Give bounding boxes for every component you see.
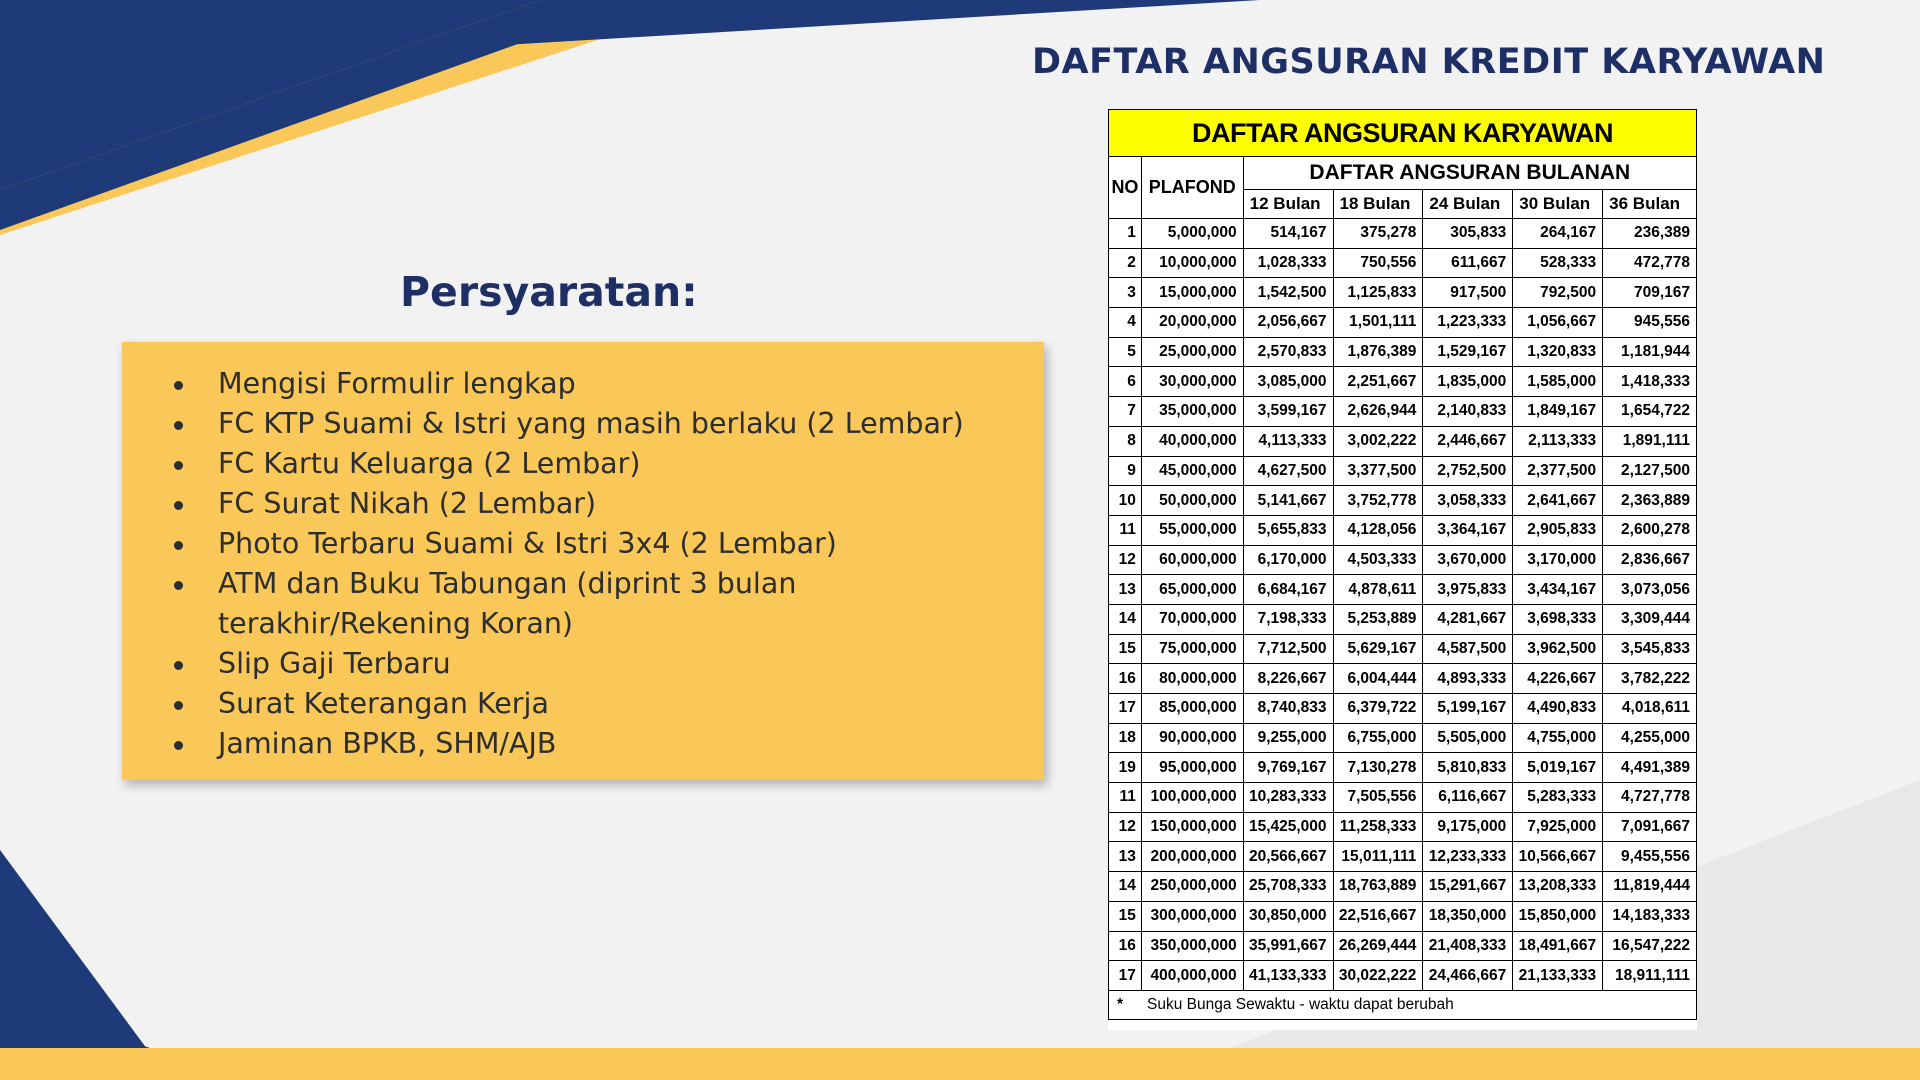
row-number-cell: 15	[1109, 634, 1142, 664]
installment-cell: 750,556	[1333, 248, 1423, 278]
installment-cell: 1,585,000	[1513, 367, 1603, 397]
installment-cell: 4,893,333	[1423, 664, 1513, 694]
note-marker: *	[1117, 995, 1124, 1013]
plafond-cell: 300,000,000	[1141, 901, 1243, 931]
requirement-item: Jaminan BPKB, SHM/AJB	[196, 724, 1044, 764]
installment-cell: 22,516,667	[1333, 901, 1423, 931]
requirement-item: FC Kartu Keluarga (2 Lembar)	[196, 444, 1044, 484]
table-row	[1109, 545, 1697, 575]
installment-cell: 7,130,278	[1333, 753, 1423, 783]
installment-cell: 18,911,111	[1603, 961, 1697, 991]
installment-cell: 3,962,500	[1513, 634, 1603, 664]
installment-cell: 16,547,222	[1603, 931, 1697, 961]
installment-cell: 10,283,333	[1243, 783, 1333, 813]
requirement-item: FC Surat Nikah (2 Lembar)	[196, 484, 1044, 524]
installment-cell: 3,377,500	[1333, 456, 1423, 486]
installment-cell: 472,778	[1603, 248, 1697, 278]
installment-cell: 1,418,333	[1603, 367, 1697, 397]
installment-cell: 3,364,167	[1423, 515, 1513, 545]
plafond-cell: 90,000,000	[1141, 723, 1243, 753]
installment-cell: 3,073,056	[1603, 575, 1697, 605]
installment-cell: 7,925,000	[1513, 812, 1603, 842]
installment-cell: 4,128,056	[1333, 515, 1423, 545]
installment-cell: 15,850,000	[1513, 901, 1603, 931]
header-no: NO	[1109, 157, 1142, 219]
plafond-cell: 25,000,000	[1141, 337, 1243, 367]
installment-cell: 5,283,333	[1513, 783, 1603, 813]
header-12-bulan: 12 Bulan	[1243, 190, 1333, 219]
row-number-cell: 11	[1109, 515, 1142, 545]
row-number-cell: 17	[1109, 694, 1142, 724]
row-number-cell: 13	[1109, 575, 1142, 605]
plafond-cell: 20,000,000	[1141, 308, 1243, 338]
installment-cell: 305,833	[1423, 219, 1513, 249]
installment-cell: 14,183,333	[1603, 901, 1697, 931]
table-row	[1109, 961, 1697, 991]
installment-cell: 11,258,333	[1333, 812, 1423, 842]
installment-cell: 12,233,333	[1423, 842, 1513, 872]
requirement-item: Surat Keterangan Kerja	[196, 684, 1044, 724]
installment-cell: 3,085,000	[1243, 367, 1333, 397]
installment-cell: 4,255,000	[1603, 723, 1697, 753]
installment-cell: 6,116,667	[1423, 783, 1513, 813]
plafond-cell: 60,000,000	[1141, 545, 1243, 575]
installment-cell: 4,727,778	[1603, 783, 1697, 813]
installment-cell: 917,500	[1423, 278, 1513, 308]
table-row	[1109, 337, 1697, 367]
requirement-item: Mengisi Formulir lengkap	[196, 364, 1044, 404]
plafond-cell: 65,000,000	[1141, 575, 1243, 605]
header-30-bulan: 30 Bulan	[1513, 190, 1603, 219]
installment-cell: 3,752,778	[1333, 486, 1423, 516]
installment-cell: 611,667	[1423, 248, 1513, 278]
row-number-cell: 13	[1109, 842, 1142, 872]
installment-cell: 3,545,833	[1603, 634, 1697, 664]
table-row	[1109, 604, 1697, 634]
installment-cell: 6,379,722	[1333, 694, 1423, 724]
plafond-cell: 15,000,000	[1141, 278, 1243, 308]
plafond-cell: 100,000,000	[1141, 783, 1243, 813]
installment-table-container	[1108, 109, 1697, 1030]
installment-table	[1108, 109, 1697, 1020]
installment-cell: 9,455,556	[1603, 842, 1697, 872]
installment-cell: 20,566,667	[1243, 842, 1333, 872]
row-number-cell: 17	[1109, 961, 1142, 991]
installment-cell: 4,226,667	[1513, 664, 1603, 694]
installment-cell: 5,141,667	[1243, 486, 1333, 516]
row-number-cell: 18	[1109, 723, 1142, 753]
requirements-list	[122, 364, 1044, 764]
plafond-cell: 75,000,000	[1141, 634, 1243, 664]
installment-cell: 5,253,889	[1333, 604, 1423, 634]
requirement-item: FC KTP Suami & Istri yang masih berlaku (2 Lembar)	[196, 404, 1044, 444]
installment-cell: 1,891,111	[1603, 426, 1697, 456]
plafond-cell: 400,000,000	[1141, 961, 1243, 991]
installment-cell: 6,004,444	[1333, 664, 1423, 694]
installment-cell: 5,019,167	[1513, 753, 1603, 783]
table-row	[1109, 426, 1697, 456]
plafond-cell: 200,000,000	[1141, 842, 1243, 872]
plafond-cell: 250,000,000	[1141, 872, 1243, 902]
row-number-cell: 16	[1109, 931, 1142, 961]
installment-cell: 2,626,944	[1333, 397, 1423, 427]
installment-cell: 18,763,889	[1333, 872, 1423, 902]
installment-cell: 6,684,167	[1243, 575, 1333, 605]
installment-cell: 9,175,000	[1423, 812, 1513, 842]
installment-cell: 1,654,722	[1603, 397, 1697, 427]
requirements-box	[122, 342, 1044, 780]
note-text: Suku Bunga Sewaktu - waktu dapat berubah	[1147, 995, 1454, 1013]
installment-cell: 1,849,167	[1513, 397, 1603, 427]
installment-cell: 6,755,000	[1333, 723, 1423, 753]
installment-cell: 2,251,667	[1333, 367, 1423, 397]
installment-cell: 2,570,833	[1243, 337, 1333, 367]
installment-cell: 9,255,000	[1243, 723, 1333, 753]
installment-cell: 26,269,444	[1333, 931, 1423, 961]
installment-cell: 15,425,000	[1243, 812, 1333, 842]
installment-cell: 18,491,667	[1513, 931, 1603, 961]
row-number-cell: 10	[1109, 486, 1142, 516]
plafond-cell: 30,000,000	[1141, 367, 1243, 397]
row-number-cell: 14	[1109, 872, 1142, 902]
row-number-cell: 11	[1109, 783, 1142, 813]
installment-cell: 8,740,833	[1243, 694, 1333, 724]
installment-cell: 35,991,667	[1243, 931, 1333, 961]
table-row	[1109, 783, 1697, 813]
requirement-item: Slip Gaji Terbaru	[196, 644, 1044, 684]
row-number-cell: 14	[1109, 604, 1142, 634]
installment-cell: 792,500	[1513, 278, 1603, 308]
installment-cell: 1,056,667	[1513, 308, 1603, 338]
installment-cell: 7,198,333	[1243, 604, 1333, 634]
installment-cell: 24,466,667	[1423, 961, 1513, 991]
table-row	[1109, 456, 1697, 486]
requirement-item: ATM dan Buku Tabungan (diprint 3 bulan terakhir/Rekening Koran)	[196, 564, 858, 644]
installment-cell: 5,505,000	[1423, 723, 1513, 753]
row-number-cell: 8	[1109, 426, 1142, 456]
installment-cell: 4,490,833	[1513, 694, 1603, 724]
row-number-cell: 19	[1109, 753, 1142, 783]
installment-cell: 15,291,667	[1423, 872, 1513, 902]
installment-cell: 3,698,333	[1513, 604, 1603, 634]
installment-cell: 41,133,333	[1243, 961, 1333, 991]
table-row	[1109, 367, 1697, 397]
installment-cell: 7,712,500	[1243, 634, 1333, 664]
installment-cell: 21,408,333	[1423, 931, 1513, 961]
installment-cell: 4,503,333	[1333, 545, 1423, 575]
installment-cell: 2,905,833	[1513, 515, 1603, 545]
plafond-cell: 55,000,000	[1141, 515, 1243, 545]
row-number-cell: 3	[1109, 278, 1142, 308]
table-row	[1109, 575, 1697, 605]
installment-cell: 30,022,222	[1333, 961, 1423, 991]
installment-cell: 4,627,500	[1243, 456, 1333, 486]
table-row	[1109, 723, 1697, 753]
installment-cell: 2,113,333	[1513, 426, 1603, 456]
row-number-cell: 6	[1109, 367, 1142, 397]
installment-cell: 1,529,167	[1423, 337, 1513, 367]
header-18-bulan: 18 Bulan	[1333, 190, 1423, 219]
installment-cell: 4,491,389	[1603, 753, 1697, 783]
installment-cell: 5,810,833	[1423, 753, 1513, 783]
installment-cell: 3,782,222	[1603, 664, 1697, 694]
table-note	[1109, 990, 1697, 1019]
page-title: DAFTAR ANGSURAN KREDIT KARYAWAN	[1032, 42, 1826, 82]
plafond-cell: 350,000,000	[1141, 931, 1243, 961]
installment-cell: 3,058,333	[1423, 486, 1513, 516]
table-row	[1109, 842, 1697, 872]
table-row	[1109, 397, 1697, 427]
installment-cell: 10,566,667	[1513, 842, 1603, 872]
table-row	[1109, 872, 1697, 902]
installment-cell: 375,278	[1333, 219, 1423, 249]
installment-cell: 1,320,833	[1513, 337, 1603, 367]
row-number-cell: 12	[1109, 545, 1142, 575]
installment-cell: 2,836,667	[1603, 545, 1697, 575]
installment-cell: 2,127,500	[1603, 456, 1697, 486]
header-monthly-installments: DAFTAR ANGSURAN BULANAN	[1243, 157, 1696, 190]
installment-cell: 3,002,222	[1333, 426, 1423, 456]
installment-cell: 1,542,500	[1243, 278, 1333, 308]
installment-cell: 3,170,000	[1513, 545, 1603, 575]
installment-cell: 3,599,167	[1243, 397, 1333, 427]
installment-cell: 9,769,167	[1243, 753, 1333, 783]
installment-cell: 1,028,333	[1243, 248, 1333, 278]
installment-cell: 3,670,000	[1423, 545, 1513, 575]
row-number-cell: 2	[1109, 248, 1142, 278]
installment-cell: 21,133,333	[1513, 961, 1603, 991]
plafond-cell: 70,000,000	[1141, 604, 1243, 634]
row-number-cell: 5	[1109, 337, 1142, 367]
installment-cell: 2,377,500	[1513, 456, 1603, 486]
installment-cell: 3,309,444	[1603, 604, 1697, 634]
table-row	[1109, 901, 1697, 931]
installment-cell: 2,446,667	[1423, 426, 1513, 456]
installment-cell: 4,587,500	[1423, 634, 1513, 664]
table-row	[1109, 634, 1697, 664]
installment-cell: 514,167	[1243, 219, 1333, 249]
installment-cell: 945,556	[1603, 308, 1697, 338]
installment-cell: 5,199,167	[1423, 694, 1513, 724]
table-row	[1109, 515, 1697, 545]
plafond-cell: 80,000,000	[1141, 664, 1243, 694]
plafond-cell: 10,000,000	[1141, 248, 1243, 278]
table-row	[1109, 812, 1697, 842]
plafond-cell: 5,000,000	[1141, 219, 1243, 249]
installment-cell: 6,170,000	[1243, 545, 1333, 575]
row-number-cell: 7	[1109, 397, 1142, 427]
table-row	[1109, 753, 1697, 783]
installment-cell: 2,600,278	[1603, 515, 1697, 545]
installment-cell: 5,629,167	[1333, 634, 1423, 664]
row-number-cell: 16	[1109, 664, 1142, 694]
installment-cell: 25,708,333	[1243, 872, 1333, 902]
row-number-cell: 12	[1109, 812, 1142, 842]
installment-cell: 3,975,833	[1423, 575, 1513, 605]
row-number-cell: 4	[1109, 308, 1142, 338]
installment-cell: 1,876,389	[1333, 337, 1423, 367]
table-row	[1109, 278, 1697, 308]
installment-cell: 1,835,000	[1423, 367, 1513, 397]
header-36-bulan: 36 Bulan	[1603, 190, 1697, 219]
installment-cell: 4,755,000	[1513, 723, 1603, 753]
table-title: DAFTAR ANGSURAN KARYAWAN	[1109, 110, 1697, 157]
installment-cell: 13,208,333	[1513, 872, 1603, 902]
installment-cell: 8,226,667	[1243, 664, 1333, 694]
installment-cell: 1,181,944	[1603, 337, 1697, 367]
plafond-cell: 40,000,000	[1141, 426, 1243, 456]
requirements-heading: Persyaratan:	[400, 268, 698, 316]
header-24-bulan: 24 Bulan	[1423, 190, 1513, 219]
installment-cell: 1,223,333	[1423, 308, 1513, 338]
table-row	[1109, 248, 1697, 278]
installment-cell: 4,113,333	[1243, 426, 1333, 456]
requirement-item: Photo Terbaru Suami & Istri 3x4 (2 Lembar)	[196, 524, 1044, 564]
plafond-cell: 150,000,000	[1141, 812, 1243, 842]
installment-cell: 11,819,444	[1603, 872, 1697, 902]
installment-cell: 18,350,000	[1423, 901, 1513, 931]
header-plafond: PLAFOND	[1141, 157, 1243, 219]
installment-cell: 1,125,833	[1333, 278, 1423, 308]
installment-cell: 2,140,833	[1423, 397, 1513, 427]
installment-cell: 2,641,667	[1513, 486, 1603, 516]
table-row	[1109, 308, 1697, 338]
installment-cell: 2,056,667	[1243, 308, 1333, 338]
row-number-cell: 9	[1109, 456, 1142, 486]
table-row	[1109, 664, 1697, 694]
installment-cell: 7,091,667	[1603, 812, 1697, 842]
plafond-cell: 95,000,000	[1141, 753, 1243, 783]
installment-cell: 528,333	[1513, 248, 1603, 278]
installment-cell: 264,167	[1513, 219, 1603, 249]
row-number-cell: 1	[1109, 219, 1142, 249]
installment-cell: 5,655,833	[1243, 515, 1333, 545]
table-row	[1109, 219, 1697, 249]
installment-cell: 236,389	[1603, 219, 1697, 249]
table-body	[1109, 219, 1697, 991]
installment-cell: 4,018,611	[1603, 694, 1697, 724]
table-row	[1109, 931, 1697, 961]
plafond-cell: 50,000,000	[1141, 486, 1243, 516]
installment-cell: 1,501,111	[1333, 308, 1423, 338]
installment-cell: 4,281,667	[1423, 604, 1513, 634]
installment-cell: 30,850,000	[1243, 901, 1333, 931]
installment-cell: 4,878,611	[1333, 575, 1423, 605]
installment-cell: 7,505,556	[1333, 783, 1423, 813]
installment-cell: 3,434,167	[1513, 575, 1603, 605]
installment-cell: 15,011,111	[1333, 842, 1423, 872]
installment-cell: 709,167	[1603, 278, 1697, 308]
installment-cell: 2,363,889	[1603, 486, 1697, 516]
plafond-cell: 35,000,000	[1141, 397, 1243, 427]
table-row	[1109, 486, 1697, 516]
plafond-cell: 45,000,000	[1141, 456, 1243, 486]
installment-cell: 2,752,500	[1423, 456, 1513, 486]
table-row	[1109, 694, 1697, 724]
row-number-cell: 15	[1109, 901, 1142, 931]
plafond-cell: 85,000,000	[1141, 694, 1243, 724]
